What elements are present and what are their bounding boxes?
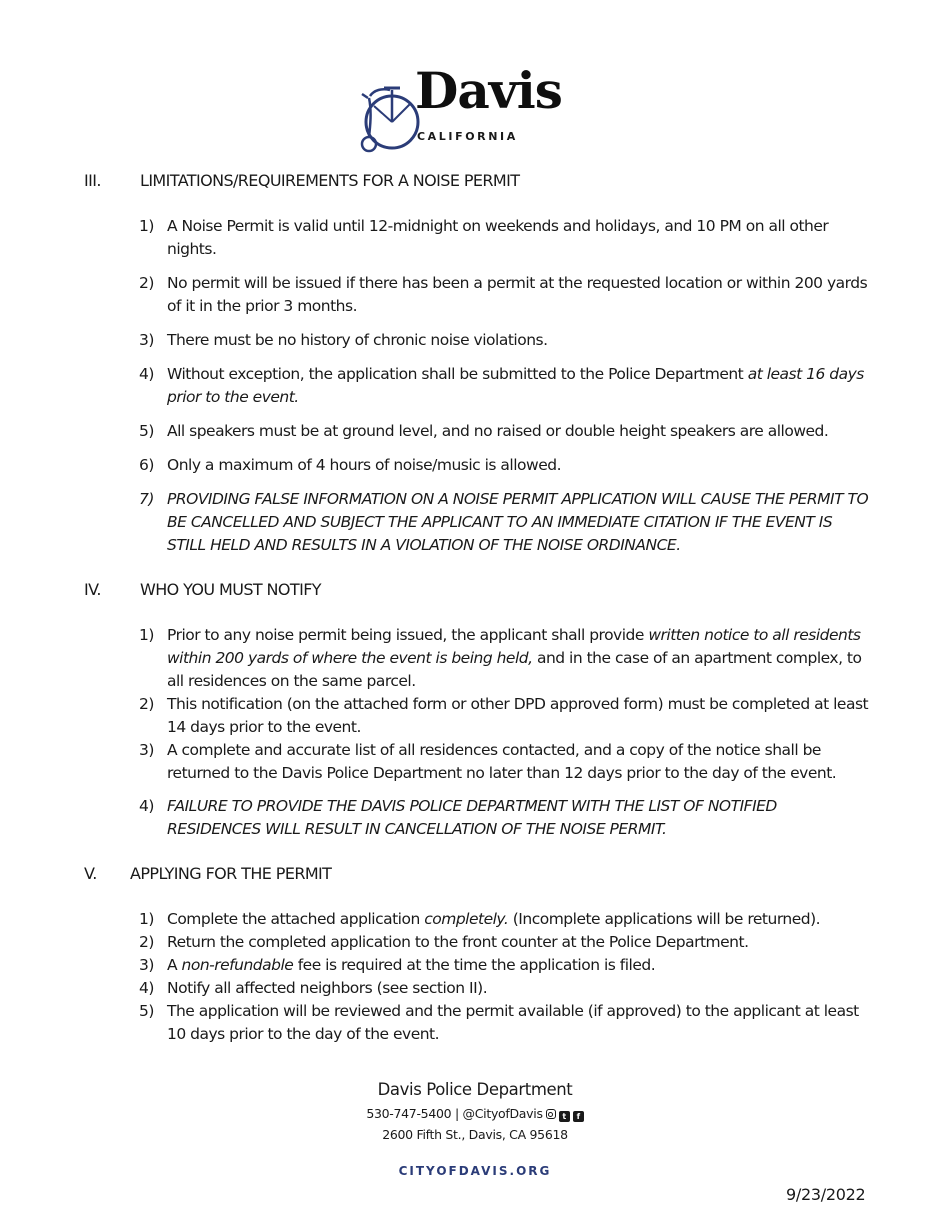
- footer-contact-text: 530-747-5400 | @CityofDavis: [366, 1106, 543, 1121]
- list-item-text: All speakers must be at ground level, and no raised or double height speakers are allowed.: [167, 422, 829, 440]
- section-v-list: [139, 908, 869, 1046]
- list-item: [139, 272, 869, 318]
- list-item-text: A complete and accurate list of all residences contacted, and a copy of the notice shall be returned to the Davis Police Department no later than 12 days prior to the day of the event.: [167, 741, 837, 782]
- list-item-text: Only a maximum of 4 hours of noise/music is allowed.: [167, 456, 561, 474]
- list-item-text: There must be no history of chronic noise violations.: [167, 331, 548, 349]
- list-item-number: 3): [139, 956, 154, 974]
- list-item: [139, 454, 869, 477]
- list-item-text: Complete the attached application: [167, 910, 425, 928]
- list-item-number: 1): [139, 910, 154, 928]
- list-item: [139, 693, 869, 739]
- list-item-text: PROVIDING FALSE INFORMATION ON A NOISE PERMIT APPLICATION WILL CAUSE THE PERMIT TO BE CANCELLED AND SUBJECT THE APPLICANT TO AN IMMEDIATE CITATION IF THE EVENT IS STILL HELD AND RESULTS IN A VIOLATION OF THE NOISE ORDINANCE.: [167, 490, 869, 554]
- list-item-text: (Incomplete applications will be returned).: [508, 910, 821, 928]
- list-item-number: 5): [139, 1002, 154, 1020]
- list-item: [139, 931, 869, 954]
- list-item: [139, 215, 869, 261]
- list-item-number: 3): [139, 741, 154, 759]
- list-item-text: Without exception, the application shall be submitted to the Police Department: [167, 365, 748, 383]
- list-item: [139, 420, 869, 443]
- section-title: WHO YOU MUST NOTIFY: [140, 580, 321, 599]
- list-item-number: 5): [139, 422, 154, 440]
- list-item: [139, 795, 869, 841]
- list-item-number: 2): [139, 695, 154, 713]
- list-item-number: 6): [139, 456, 154, 474]
- list-item-text: A: [167, 956, 182, 974]
- facebook-icon[interactable]: f: [573, 1111, 584, 1122]
- section-iv-list: [139, 624, 869, 841]
- list-item-text: This notification (on the attached form or other DPD approved form) must be completed at least 14 days prior to the event.: [167, 695, 869, 736]
- list-item-text: and in the case of an apartment complex, to all residences on the same parcel.: [167, 649, 862, 690]
- document-date: 9/23/2022: [786, 1185, 866, 1204]
- list-item: [139, 624, 869, 693]
- list-item-text: Notify all affected neighbors (see section II).: [167, 979, 488, 997]
- list-item-text: Return the completed application to the front counter at the Police Department.: [167, 933, 749, 951]
- twitter-icon[interactable]: t: [559, 1111, 570, 1122]
- footer-contact: [0, 1106, 950, 1122]
- penny-farthing-bicycle-icon: [360, 78, 420, 154]
- list-item: [139, 1000, 869, 1046]
- list-item-text: FAILURE TO PROVIDE THE DAVIS POLICE DEPARTMENT WITH THE LIST OF NOTIFIED RESIDENCES WILL RESULT IN CANCELLATION OF THE NOISE PERMIT.: [167, 797, 777, 838]
- logo-subtitle: CALIFORNIA: [417, 130, 518, 143]
- footer-website-link[interactable]: CITYOFDAVIS.ORG: [398, 1164, 552, 1178]
- section-number: V.: [84, 864, 97, 883]
- list-item-text: The application will be reviewed and the permit available (if approved) to the applicant at least 10 days prior to the day of the event.: [167, 1002, 859, 1043]
- footer-address: 2600 Fifth St., Davis, CA 95618: [382, 1127, 568, 1142]
- list-item-text: fee is required at the time the application is filed.: [293, 956, 656, 974]
- list-item: [139, 488, 869, 557]
- section-iii-list: [139, 215, 869, 557]
- list-item: [139, 329, 869, 352]
- list-item: [139, 954, 869, 977]
- section-number: IV.: [84, 580, 101, 599]
- instagram-icon[interactable]: [546, 1109, 556, 1119]
- list-item-text: Prior to any noise permit being issued, the applicant shall provide: [167, 626, 649, 644]
- list-item-text: written notice to all residents within 200 yards of where the event is being held,: [167, 626, 861, 667]
- list-item-text: completely.: [424, 910, 509, 928]
- list-item-number: 4): [139, 365, 154, 383]
- footer-department: Davis Police Department: [377, 1080, 573, 1099]
- list-item-number: 7): [139, 490, 154, 508]
- section-title: LIMITATIONS/REQUIREMENTS FOR A NOISE PERMIT: [140, 171, 520, 190]
- list-item: [139, 977, 869, 1000]
- davis-logo: [360, 61, 570, 154]
- section-number: III.: [84, 171, 101, 190]
- list-item-number: 1): [139, 626, 154, 644]
- list-item-number: 4): [139, 797, 154, 815]
- list-item-text: No permit will be issued if there has been a permit at the requested location or within 200 yards of it in the prior 3 months.: [167, 274, 868, 315]
- section-title: APPLYING FOR THE PERMIT: [130, 864, 332, 883]
- list-item-text: non-refundable: [181, 956, 294, 974]
- list-item-text: at least 16 days prior to the event.: [167, 365, 864, 406]
- list-item-text: A Noise Permit is valid until 12-midnight on weekends and holidays, and 10 PM on all other nights.: [167, 217, 829, 258]
- list-item: [139, 908, 869, 931]
- list-item: [139, 363, 869, 409]
- list-item: [139, 739, 869, 785]
- list-item-number: 3): [139, 331, 154, 349]
- list-item-number: 1): [139, 217, 154, 235]
- logo-wordmark: Davis: [415, 61, 562, 120]
- list-item-number: 2): [139, 933, 154, 951]
- list-item-number: 2): [139, 274, 154, 292]
- list-item-number: 4): [139, 979, 154, 997]
